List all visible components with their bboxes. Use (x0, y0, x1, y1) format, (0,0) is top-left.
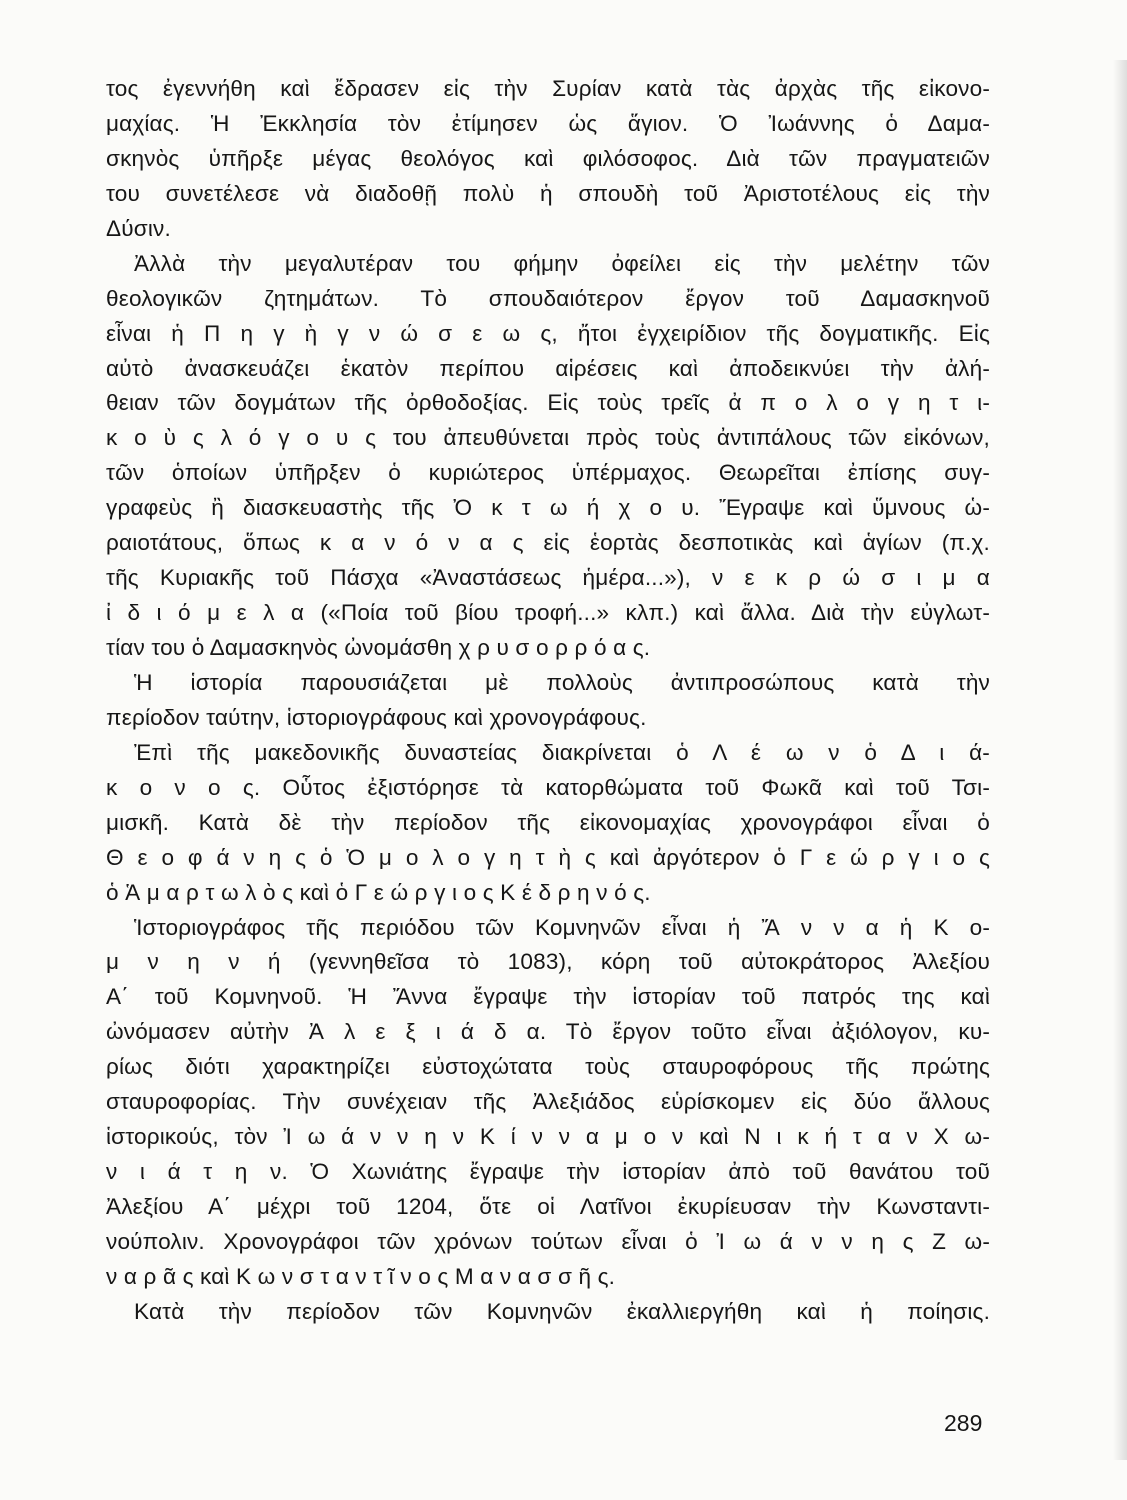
text-line: τῶν ὁποίων ὑπῆρξεν ὁ κυριώτερος ὑπέρμαχος. Θεωρεῖται ἐπίσης συγ- (106, 460, 990, 486)
text-line: ν ι ά τ η ν. Ὁ Χωνιάτης ἔγραψε τὴν ἱστορίαν ἀπὸ τοῦ θανάτου τοῦ (106, 1159, 990, 1185)
text-line: γραφεὺς ἢ διασκευαστὴς τῆς Ὀ κ τ ω ή χ ο υ. Ἔγραψε καὶ ὕμνους ὡ- (106, 495, 990, 521)
text-line: Ἀλλὰ τὴν μεγαλυτέραν του φήμην ὀφείλει εἰς τὴν μελέτην τῶν (134, 250, 990, 276)
text-line: σταυροφορίας. Τὴν συνέχειαν τῆς Ἀλεξιάδος εὑρίσκομεν εἰς δύο ἄλλους (106, 1089, 990, 1115)
text-line: Ἀλεξίου Α΄ μέχρι τοῦ 1204, ὅτε οἱ Λατῖνοι ἐκυρίευσαν τὴν Κωνσταντι- (106, 1194, 990, 1219)
text-line: αὐτὸ ἀνασκευάζει ἑκατὸν περίπου αἱρέσεις καὶ ἀποδεικνύει τὴν ἀλή- (106, 355, 990, 381)
text-line: ρίως διότι χαρακτηρίζει εὐστοχώτατα τοὺς σταυροφόρους τῆς πρώτης (106, 1054, 990, 1080)
text-line: ἰ δ ι ό μ ε λ α («Ποία τοῦ βίου τροφή...» κλπ.) καὶ ἄλλα. Διὰ τὴν εὐγλωτ- (106, 600, 990, 626)
text-line: νούπολιν. Χρονογράφοι τῶν χρόνων τούτων εἶναι ὁ Ἰ ω ά ν ν η ς Ζ ω- (106, 1228, 990, 1254)
text-line: τος ἐγεννήθη καὶ ἔδρασεν εἰς τὴν Συρίαν κατὰ τὰς ἀρχὰς τῆς εἰκονο- (106, 76, 990, 101)
text-line: μαχίας. Ἡ Ἐκκλησία τὸν ἐτίμησεν ὡς ἅγιον. Ὁ Ἰωάννης ὁ Δαμα- (106, 110, 990, 136)
text-line: θεολογικῶν ζητημάτων. Τὸ σπουδαιότερον ἔργον τοῦ Δαμασκηνοῦ (106, 285, 990, 311)
text-line: τίαν του ὁ Δαμασκηνὸς ὠνομάσθη χ ρ υ σ ο ρ ρ ό α ς. (106, 635, 651, 660)
text-line: ραιοτάτους, ὅπως κ α ν ό ν α ς εἰς ἑορτὰς δεσποτικὰς καὶ ἁγίων (π.χ. (106, 530, 990, 556)
text-line: Α΄ τοῦ Κομνηνοῦ. Ἡ Ἄννα ἔγραψε τὴν ἱστορίαν τοῦ πατρός της καὶ (106, 984, 990, 1010)
text-line: Ἡ ἱστορία παρουσιάζεται μὲ πολλοὺς ἀντιπροσώπους κατὰ τὴν (134, 669, 990, 695)
text-line: μ ν η ν ή (γεννηθεῖσα τὸ 1083), κόρη τοῦ αὐτοκράτορος Ἀλεξίου (106, 949, 990, 975)
page-edge-shadow (1113, 60, 1127, 1460)
text-line: ὠνόμασεν αὐτὴν Ἀ λ ε ξ ι ά δ α. Τὸ ἔργον τοῦτο εἶναι ἀξιόλογον, κυ- (106, 1019, 990, 1045)
text-line: κ ο ὺ ς λ ό γ ο υ ς του ἀπευθύνεται πρὸς τοὺς ἀντιπάλους τῶν εἰκόνων, (106, 425, 990, 451)
text-line: Ἐπὶ τῆς μακεδονικῆς δυναστείας διακρίνεται ὁ Λ έ ω ν ὁ Δ ι ά- (134, 739, 990, 765)
text-line: κ ο ν ο ς. Οὗτος ἐξιστόρησε τὰ κατορθώματα τοῦ Φωκᾶ καὶ τοῦ Τσι- (106, 774, 990, 800)
text-line: θειαν τῶν δογμάτων τῆς ὀρθοδοξίας. Εἰς τοὺς τρεῖς ἀ π ο λ ο γ η τ ι- (106, 390, 990, 416)
text-line: εἶναι ἡ Π η γ ὴ γ ν ώ σ ε ω ς, ἤτοι ἐγχειρίδιον τῆς δογματικῆς. Εἰς (106, 320, 990, 346)
text-line: ἱστορικούς, τὸν Ἰ ω ά ν ν η ν Κ ί ν ν α μ ο ν καὶ Ν ι κ ή τ α ν Χ ω- (106, 1124, 990, 1150)
text-line: ν α ρ ᾶ ς καὶ Κ ω ν σ τ α ν τ ῖ ν ο ς Μ α ν α σ σ ῆ ς. (106, 1263, 616, 1289)
text-line: Κατὰ τὴν περίοδον τῶν Κομνηνῶν ἐκαλλιεργήθη καὶ ἡ ποίησις. (134, 1298, 990, 1324)
text-line: περίοδον ταύτην, ἱστοριογράφους καὶ χρονογράφους. (106, 704, 647, 730)
text-line: ὁ Ἁ μ α ρ τ ω λ ὸ ς καὶ ὁ Γ ε ώ ρ γ ι ο ς Κ έ δ ρ η ν ό ς. (106, 879, 651, 905)
text-line: Ἱστοριογράφος τῆς περιόδου τῶν Κομνηνῶν εἶναι ἡ Ἄ ν ν α ἡ Κ ο- (134, 914, 990, 940)
body-text (106, 72, 990, 1330)
text-line: του συνετέλεσε νὰ διαδοθῇ πολὺ ἡ σπουδὴ τοῦ Ἀριστοτέλους εἰς τὴν (106, 180, 990, 206)
page-number: 289 (944, 1410, 983, 1436)
text-line: Θ ε ο φ ά ν η ς ὁ Ὁ μ ο λ ο γ η τ ὴ ς καὶ ἀργότερον ὁ Γ ε ώ ρ γ ι ο ς (106, 844, 990, 870)
text-line: σκηνὸς ὑπῆρξε μέγας θεολόγος καὶ φιλόσοφος. Διὰ τῶν πραγματειῶν (106, 145, 990, 171)
text-line: τῆς Κυριακῆς τοῦ Πάσχα «Ἀναστάσεως ἡμέρα...»), ν ε κ ρ ώ σ ι μ α (106, 565, 990, 591)
text-line: μισκῆ. Κατὰ δὲ τὴν περίοδον τῆς εἰκονομαχίας χρονογράφοι εἶναι ὁ (106, 809, 990, 835)
text-line: Δύσιν. (106, 215, 171, 241)
